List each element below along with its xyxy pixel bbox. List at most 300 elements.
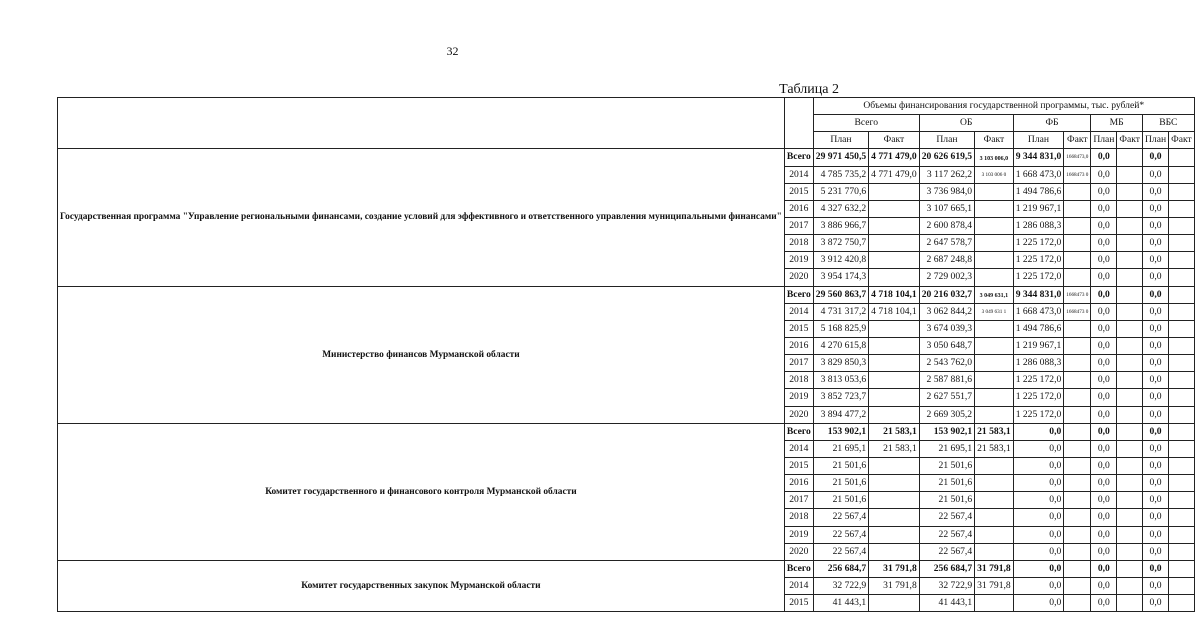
ob-plan-cell: 22 567,4	[919, 526, 974, 543]
ob-plan-cell: 3 062 844,2	[919, 303, 974, 320]
total-fact-cell: 31 791,8	[869, 577, 920, 594]
ob-fact-cell	[975, 337, 1014, 354]
mb-fact-cell	[1117, 217, 1143, 234]
fb-plan-cell: 0,0	[1013, 509, 1064, 526]
mb-plan-cell: 0,0	[1091, 252, 1117, 269]
mb-fact-cell	[1117, 286, 1143, 303]
total-plan-cell: 21 501,6	[813, 492, 868, 509]
total-fact-cell: 4 718 104,1	[869, 286, 920, 303]
organization-name: Комитет государственных закупок Мурманской области	[58, 560, 785, 611]
vbs-plan-cell: 0,0	[1143, 269, 1169, 286]
table-row-total	[58, 560, 1195, 577]
mb-plan-cell: 0,0	[1091, 560, 1117, 577]
ob-plan-cell: 21 501,6	[919, 475, 974, 492]
header-fact: Факт	[1064, 132, 1091, 149]
ob-plan-cell: 2 729 002,3	[919, 269, 974, 286]
header-group-vbs: ВБС	[1143, 115, 1195, 132]
ob-plan-cell: 256 684,7	[919, 560, 974, 577]
total-plan-cell: 3 852 723,7	[813, 389, 868, 406]
header-plan: План	[1091, 132, 1117, 149]
vbs-fact-cell	[1169, 406, 1195, 423]
total-fact-cell	[869, 543, 920, 560]
year-cell: 2016	[784, 200, 813, 217]
vbs-plan-cell: 0,0	[1143, 509, 1169, 526]
year-cell: 2018	[784, 372, 813, 389]
vbs-plan-cell: 0,0	[1143, 235, 1169, 252]
fb-fact-cell	[1064, 595, 1091, 612]
vbs-fact-cell	[1169, 509, 1195, 526]
total-fact-cell	[869, 595, 920, 612]
fb-plan-cell: 1 219 967,1	[1013, 337, 1064, 354]
ob-fact-cell	[975, 235, 1014, 252]
ob-fact-cell: 3 049 631 1	[975, 303, 1014, 320]
fb-plan-cell: 0,0	[1013, 595, 1064, 612]
total-fact-cell	[869, 372, 920, 389]
fb-fact-cell	[1064, 526, 1091, 543]
year-cell: 2020	[784, 269, 813, 286]
vbs-fact-cell	[1169, 303, 1195, 320]
fb-plan-cell: 1 494 786,6	[1013, 320, 1064, 337]
mb-plan-cell: 0,0	[1091, 526, 1117, 543]
total-plan-cell: 3 912 420,8	[813, 252, 868, 269]
total-fact-cell	[869, 252, 920, 269]
header-group-fb: ФБ	[1013, 115, 1091, 132]
fb-fact-cell	[1064, 217, 1091, 234]
vbs-plan-cell: 0,0	[1143, 440, 1169, 457]
fb-fact-cell	[1064, 183, 1091, 200]
year-cell: 2017	[784, 355, 813, 372]
mb-fact-cell	[1117, 389, 1143, 406]
year-cell: 2017	[784, 492, 813, 509]
ob-plan-cell: 22 567,4	[919, 543, 974, 560]
total-plan-cell: 153 902,1	[813, 423, 868, 440]
ob-plan-cell: 3 050 648,7	[919, 337, 974, 354]
fb-fact-cell: 1668473,0	[1064, 149, 1091, 166]
total-fact-cell	[869, 355, 920, 372]
ob-plan-cell: 2 627 551,7	[919, 389, 974, 406]
ob-plan-cell: 41 443,1	[919, 595, 974, 612]
ob-plan-cell: 3 674 039,3	[919, 320, 974, 337]
fb-fact-cell	[1064, 457, 1091, 474]
vbs-fact-cell	[1169, 200, 1195, 217]
mb-plan-cell: 0,0	[1091, 355, 1117, 372]
year-cell: Всего	[784, 560, 813, 577]
mb-fact-cell	[1117, 543, 1143, 560]
year-cell: 2018	[784, 235, 813, 252]
total-fact-cell	[869, 320, 920, 337]
total-fact-cell	[869, 492, 920, 509]
fb-fact-cell	[1064, 509, 1091, 526]
year-cell: 2020	[784, 543, 813, 560]
header-fact: Факт	[1169, 132, 1195, 149]
fb-plan-cell: 1 225 172,0	[1013, 269, 1064, 286]
mb-plan-cell: 0,0	[1091, 235, 1117, 252]
fb-plan-cell: 1 219 967,1	[1013, 200, 1064, 217]
mb-fact-cell	[1117, 577, 1143, 594]
ob-fact-cell: 21 583,1	[975, 423, 1014, 440]
vbs-plan-cell: 0,0	[1143, 406, 1169, 423]
ob-plan-cell: 3 117 262,2	[919, 166, 974, 183]
vbs-plan-cell: 0,0	[1143, 337, 1169, 354]
mb-fact-cell	[1117, 252, 1143, 269]
fb-fact-cell	[1064, 389, 1091, 406]
year-cell: Всего	[784, 286, 813, 303]
vbs-fact-cell	[1169, 526, 1195, 543]
total-fact-cell	[869, 389, 920, 406]
vbs-fact-cell	[1169, 320, 1195, 337]
ob-fact-cell: 3 103 006,0	[975, 149, 1014, 166]
vbs-plan-cell: 0,0	[1143, 303, 1169, 320]
ob-fact-cell	[975, 595, 1014, 612]
total-fact-cell: 4 771 479,0	[869, 166, 920, 183]
fb-fact-cell	[1064, 355, 1091, 372]
mb-fact-cell	[1117, 320, 1143, 337]
vbs-plan-cell: 0,0	[1143, 252, 1169, 269]
fb-plan-cell: 1 225 172,0	[1013, 406, 1064, 423]
mb-fact-cell	[1117, 166, 1143, 183]
total-fact-cell	[869, 457, 920, 474]
vbs-plan-cell: 0,0	[1143, 595, 1169, 612]
year-cell: Всего	[784, 423, 813, 440]
ob-fact-cell: 31 791,8	[975, 577, 1014, 594]
ob-plan-cell: 2 647 578,7	[919, 235, 974, 252]
total-plan-cell: 256 684,7	[813, 560, 868, 577]
header-group-ob: ОБ	[919, 115, 1013, 132]
mb-fact-cell	[1117, 526, 1143, 543]
fb-plan-cell: 1 225 172,0	[1013, 235, 1064, 252]
vbs-fact-cell	[1169, 423, 1195, 440]
ob-fact-cell	[975, 252, 1014, 269]
fb-fact-cell	[1064, 423, 1091, 440]
total-plan-cell: 32 722,9	[813, 577, 868, 594]
mb-fact-cell	[1117, 440, 1143, 457]
mb-fact-cell	[1117, 595, 1143, 612]
ob-fact-cell	[975, 320, 1014, 337]
vbs-fact-cell	[1169, 595, 1195, 612]
fb-fact-cell	[1064, 372, 1091, 389]
ob-fact-cell	[975, 372, 1014, 389]
mb-fact-cell	[1117, 509, 1143, 526]
ob-fact-cell	[975, 406, 1014, 423]
ob-fact-cell	[975, 389, 1014, 406]
total-plan-cell: 3 954 174,3	[813, 269, 868, 286]
fb-fact-cell	[1064, 543, 1091, 560]
total-plan-cell: 3 829 850,3	[813, 355, 868, 372]
ob-plan-cell: 2 543 762,0	[919, 355, 974, 372]
fb-plan-cell: 0,0	[1013, 475, 1064, 492]
mb-fact-cell	[1117, 406, 1143, 423]
fb-plan-cell: 1 668 473,0	[1013, 303, 1064, 320]
vbs-fact-cell	[1169, 543, 1195, 560]
mb-fact-cell	[1117, 303, 1143, 320]
total-fact-cell	[869, 475, 920, 492]
vbs-fact-cell	[1169, 475, 1195, 492]
fb-fact-cell	[1064, 492, 1091, 509]
vbs-plan-cell: 0,0	[1143, 475, 1169, 492]
ob-fact-cell: 31 791,8	[975, 560, 1014, 577]
mb-fact-cell	[1117, 492, 1143, 509]
vbs-plan-cell: 0,0	[1143, 543, 1169, 560]
fb-fact-cell: 1668473 0	[1064, 166, 1091, 183]
mb-plan-cell: 0,0	[1091, 509, 1117, 526]
header-plan: План	[1013, 132, 1064, 149]
year-cell: 2015	[784, 595, 813, 612]
fb-fact-cell: 1668473 0	[1064, 286, 1091, 303]
ob-fact-cell: 3 103 006 0	[975, 166, 1014, 183]
header-fact: Факт	[869, 132, 920, 149]
mb-plan-cell: 0,0	[1091, 492, 1117, 509]
vbs-plan-cell: 0,0	[1143, 149, 1169, 166]
organization-name: Министерство финансов Мурманской области	[58, 286, 785, 423]
total-plan-cell: 22 567,4	[813, 543, 868, 560]
organization-name: Государственная программа "Управление региональными финансами, создание условий для эффективного и ответственного управления муниципальными финансами"	[58, 149, 785, 286]
mb-fact-cell	[1117, 337, 1143, 354]
mb-plan-cell: 0,0	[1091, 372, 1117, 389]
total-fact-cell: 4 771 479,0	[869, 149, 920, 166]
header-fact: Факт	[975, 132, 1014, 149]
ob-fact-cell: 21 583,1	[975, 440, 1014, 457]
vbs-fact-cell	[1169, 492, 1195, 509]
vbs-plan-cell: 0,0	[1143, 355, 1169, 372]
mb-fact-cell	[1117, 269, 1143, 286]
vbs-fact-cell	[1169, 235, 1195, 252]
total-fact-cell: 21 583,1	[869, 423, 920, 440]
mb-fact-cell	[1117, 183, 1143, 200]
vbs-fact-cell	[1169, 183, 1195, 200]
ob-plan-cell: 21 695,1	[919, 440, 974, 457]
vbs-plan-cell: 0,0	[1143, 372, 1169, 389]
vbs-fact-cell	[1169, 457, 1195, 474]
year-cell: 2019	[784, 252, 813, 269]
mb-plan-cell: 0,0	[1091, 475, 1117, 492]
total-plan-cell: 3 872 750,7	[813, 235, 868, 252]
ob-plan-cell: 2 600 878,4	[919, 217, 974, 234]
header-year-column	[784, 98, 813, 149]
total-plan-cell: 29 560 863,7	[813, 286, 868, 303]
ob-plan-cell: 2 587 881,6	[919, 372, 974, 389]
fb-plan-cell: 1 668 473,0	[1013, 166, 1064, 183]
mb-plan-cell: 0,0	[1091, 303, 1117, 320]
mb-fact-cell	[1117, 149, 1143, 166]
fb-fact-cell	[1064, 440, 1091, 457]
vbs-fact-cell	[1169, 166, 1195, 183]
year-cell: 2017	[784, 217, 813, 234]
header-main-title: Объемы финансирования государственной программы, тыс. рублей*	[813, 98, 1194, 115]
year-cell: 2014	[784, 577, 813, 594]
fb-plan-cell: 0,0	[1013, 457, 1064, 474]
header-plan: План	[813, 132, 868, 149]
vbs-fact-cell	[1169, 560, 1195, 577]
mb-fact-cell	[1117, 355, 1143, 372]
vbs-fact-cell	[1169, 337, 1195, 354]
ob-fact-cell	[975, 457, 1014, 474]
fb-plan-cell: 0,0	[1013, 492, 1064, 509]
ob-plan-cell: 22 567,4	[919, 509, 974, 526]
mb-fact-cell	[1117, 235, 1143, 252]
year-cell: 2015	[784, 183, 813, 200]
fb-fact-cell	[1064, 252, 1091, 269]
vbs-plan-cell: 0,0	[1143, 457, 1169, 474]
total-fact-cell: 21 583,1	[869, 440, 920, 457]
vbs-plan-cell: 0,0	[1143, 183, 1169, 200]
ob-plan-cell: 21 501,6	[919, 457, 974, 474]
year-cell: Всего	[784, 149, 813, 166]
mb-plan-cell: 0,0	[1091, 337, 1117, 354]
vbs-fact-cell	[1169, 252, 1195, 269]
ob-plan-cell: 21 501,6	[919, 492, 974, 509]
mb-plan-cell: 0,0	[1091, 320, 1117, 337]
year-cell: 2018	[784, 509, 813, 526]
year-cell: 2016	[784, 337, 813, 354]
mb-fact-cell	[1117, 475, 1143, 492]
mb-plan-cell: 0,0	[1091, 406, 1117, 423]
total-plan-cell: 21 501,6	[813, 457, 868, 474]
mb-plan-cell: 0,0	[1091, 183, 1117, 200]
mb-fact-cell	[1117, 200, 1143, 217]
total-fact-cell	[869, 526, 920, 543]
total-plan-cell: 4 270 615,8	[813, 337, 868, 354]
fb-fact-cell	[1064, 200, 1091, 217]
vbs-fact-cell	[1169, 577, 1195, 594]
total-fact-cell	[869, 200, 920, 217]
ob-fact-cell	[975, 526, 1014, 543]
ob-fact-cell	[975, 543, 1014, 560]
financing-table	[57, 97, 1195, 612]
ob-plan-cell: 3 107 665,1	[919, 200, 974, 217]
vbs-plan-cell: 0,0	[1143, 217, 1169, 234]
total-fact-cell	[869, 509, 920, 526]
vbs-plan-cell: 0,0	[1143, 423, 1169, 440]
ob-plan-cell: 2 669 305,2	[919, 406, 974, 423]
fb-fact-cell	[1064, 235, 1091, 252]
vbs-plan-cell: 0,0	[1143, 320, 1169, 337]
fb-plan-cell: 0,0	[1013, 577, 1064, 594]
year-cell: 2015	[784, 320, 813, 337]
total-fact-cell	[869, 183, 920, 200]
vbs-fact-cell	[1169, 440, 1195, 457]
ob-plan-cell: 20 216 032,7	[919, 286, 974, 303]
year-cell: 2014	[784, 440, 813, 457]
ob-fact-cell	[975, 509, 1014, 526]
ob-fact-cell	[975, 492, 1014, 509]
ob-fact-cell	[975, 183, 1014, 200]
total-plan-cell: 5 231 770,6	[813, 183, 868, 200]
total-plan-cell: 3 886 966,7	[813, 217, 868, 234]
table-row-total	[58, 149, 1195, 166]
ob-fact-cell	[975, 355, 1014, 372]
year-cell: 2016	[784, 475, 813, 492]
mb-plan-cell: 0,0	[1091, 269, 1117, 286]
table-row-total	[58, 423, 1195, 440]
total-plan-cell: 22 567,4	[813, 526, 868, 543]
mb-fact-cell	[1117, 423, 1143, 440]
total-plan-cell: 4 731 317,2	[813, 303, 868, 320]
table-body	[58, 149, 1195, 612]
vbs-plan-cell: 0,0	[1143, 526, 1169, 543]
total-plan-cell: 4 327 632,2	[813, 200, 868, 217]
mb-fact-cell	[1117, 372, 1143, 389]
ob-fact-cell	[975, 269, 1014, 286]
header-group-mb: МБ	[1091, 115, 1143, 132]
mb-plan-cell: 0,0	[1091, 595, 1117, 612]
organization-name: Комитет государственного и финансового контроля Мурманской области	[58, 423, 785, 560]
total-fact-cell	[869, 235, 920, 252]
table-row-total	[58, 286, 1195, 303]
ob-plan-cell: 153 902,1	[919, 423, 974, 440]
header-plan: План	[1143, 132, 1169, 149]
fb-plan-cell: 1 225 172,0	[1013, 372, 1064, 389]
mb-plan-cell: 0,0	[1091, 217, 1117, 234]
ob-plan-cell: 20 626 619,5	[919, 149, 974, 166]
mb-plan-cell: 0,0	[1091, 457, 1117, 474]
vbs-plan-cell: 0,0	[1143, 286, 1169, 303]
mb-plan-cell: 0,0	[1091, 577, 1117, 594]
year-cell: 2019	[784, 526, 813, 543]
vbs-fact-cell	[1169, 355, 1195, 372]
ob-fact-cell	[975, 475, 1014, 492]
fb-plan-cell: 0,0	[1013, 543, 1064, 560]
total-plan-cell: 3 813 053,6	[813, 372, 868, 389]
header-corner	[58, 98, 785, 149]
vbs-plan-cell: 0,0	[1143, 200, 1169, 217]
total-fact-cell: 31 791,8	[869, 560, 920, 577]
ob-fact-cell	[975, 217, 1014, 234]
ob-fact-cell: 3 049 631,1	[975, 286, 1014, 303]
vbs-plan-cell: 0,0	[1143, 166, 1169, 183]
fb-fact-cell	[1064, 406, 1091, 423]
vbs-plan-cell: 0,0	[1143, 492, 1169, 509]
year-cell: 2014	[784, 166, 813, 183]
ob-fact-cell	[975, 200, 1014, 217]
ob-plan-cell: 2 687 248,8	[919, 252, 974, 269]
total-plan-cell: 3 894 477,2	[813, 406, 868, 423]
fb-fact-cell	[1064, 320, 1091, 337]
vbs-fact-cell	[1169, 372, 1195, 389]
fb-fact-cell	[1064, 269, 1091, 286]
mb-fact-cell	[1117, 457, 1143, 474]
fb-fact-cell	[1064, 475, 1091, 492]
fb-fact-cell: 1668473 0	[1064, 303, 1091, 320]
fb-fact-cell	[1064, 337, 1091, 354]
fb-plan-cell: 1 225 172,0	[1013, 252, 1064, 269]
fb-plan-cell: 0,0	[1013, 526, 1064, 543]
mb-plan-cell: 0,0	[1091, 166, 1117, 183]
total-plan-cell: 29 971 450,5	[813, 149, 868, 166]
mb-plan-cell: 0,0	[1091, 440, 1117, 457]
total-plan-cell: 22 567,4	[813, 509, 868, 526]
fb-plan-cell: 1 286 088,3	[1013, 217, 1064, 234]
header-group-total: Всего	[813, 115, 919, 132]
vbs-plan-cell: 0,0	[1143, 389, 1169, 406]
fb-plan-cell: 0,0	[1013, 423, 1064, 440]
total-plan-cell: 21 695,1	[813, 440, 868, 457]
vbs-plan-cell: 0,0	[1143, 560, 1169, 577]
ob-plan-cell: 32 722,9	[919, 577, 974, 594]
total-plan-cell: 21 501,6	[813, 475, 868, 492]
fb-plan-cell: 0,0	[1013, 440, 1064, 457]
vbs-fact-cell	[1169, 286, 1195, 303]
mb-plan-cell: 0,0	[1091, 543, 1117, 560]
fb-plan-cell: 1 494 786,6	[1013, 183, 1064, 200]
mb-plan-cell: 0,0	[1091, 423, 1117, 440]
vbs-fact-cell	[1169, 269, 1195, 286]
fb-fact-cell	[1064, 560, 1091, 577]
mb-fact-cell	[1117, 560, 1143, 577]
mb-plan-cell: 0,0	[1091, 149, 1117, 166]
total-fact-cell	[869, 217, 920, 234]
table-caption: Таблица 2	[779, 82, 839, 97]
mb-plan-cell: 0,0	[1091, 200, 1117, 217]
